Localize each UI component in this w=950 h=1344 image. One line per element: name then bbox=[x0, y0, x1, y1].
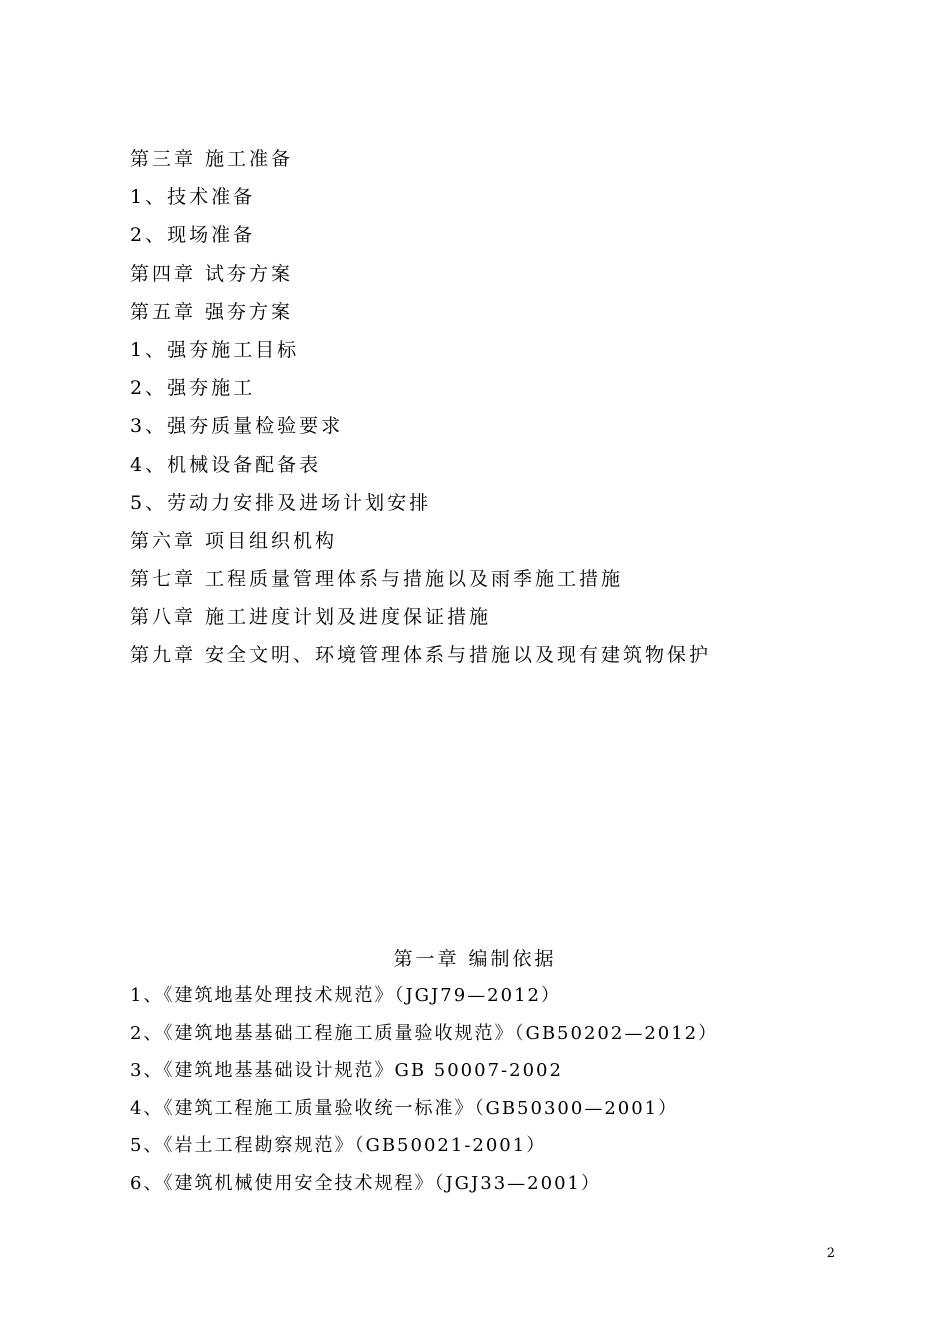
reference-list bbox=[130, 977, 718, 1202]
toc-item: 第三章 施工准备 bbox=[130, 148, 294, 170]
reference-item: 6、《建筑机械使用安全技术规程》（JGJ33—2001） bbox=[130, 1172, 601, 1194]
toc-item: 第九章 安全文明、环境管理体系与措施以及现有建筑物保护 bbox=[130, 644, 712, 667]
chapter-title: 第一章 编制依据 bbox=[393, 948, 557, 970]
toc-item: 第六章 项目组织机构 bbox=[130, 529, 338, 552]
reference-item: 4、《建筑工程施工质量验收统一标准》（GB50300—2001） bbox=[130, 1097, 679, 1119]
reference-item: 2、《建筑地基基础工程施工质量验收规范》（GB50202—2012） bbox=[130, 1022, 719, 1044]
toc-item: 5、劳动力安排及进场计划安排 bbox=[130, 491, 432, 514]
toc-item: 4、机械设备配备表 bbox=[130, 453, 322, 476]
toc-item: 1、强夯施工目标 bbox=[130, 338, 300, 361]
toc-item: 第四章 试夯方案 bbox=[130, 262, 294, 285]
toc-item: 第八章 施工进度计划及进度保证措施 bbox=[130, 606, 492, 629]
table-of-contents bbox=[130, 140, 711, 675]
toc-item: 3、强夯质量检验要求 bbox=[130, 415, 344, 438]
page-number: 2 bbox=[826, 1246, 835, 1261]
toc-item: 2、现场准备 bbox=[130, 224, 256, 247]
reference-item: 1、《建筑地基处理技术规范》（JGJ79—2012） bbox=[130, 985, 561, 1006]
reference-item: 5、《岩土工程勘察规范》（GB50021-2001） bbox=[130, 1135, 547, 1156]
toc-item: 1、技术准备 bbox=[130, 186, 256, 209]
toc-item: 2、强夯施工 bbox=[130, 377, 256, 400]
toc-item: 第七章 工程质量管理体系与措施以及雨季施工措施 bbox=[130, 568, 624, 591]
toc-item: 第五章 强夯方案 bbox=[130, 300, 294, 323]
reference-item: 3、《建筑地基基础设计规范》GB 50007-2002 bbox=[130, 1060, 563, 1081]
